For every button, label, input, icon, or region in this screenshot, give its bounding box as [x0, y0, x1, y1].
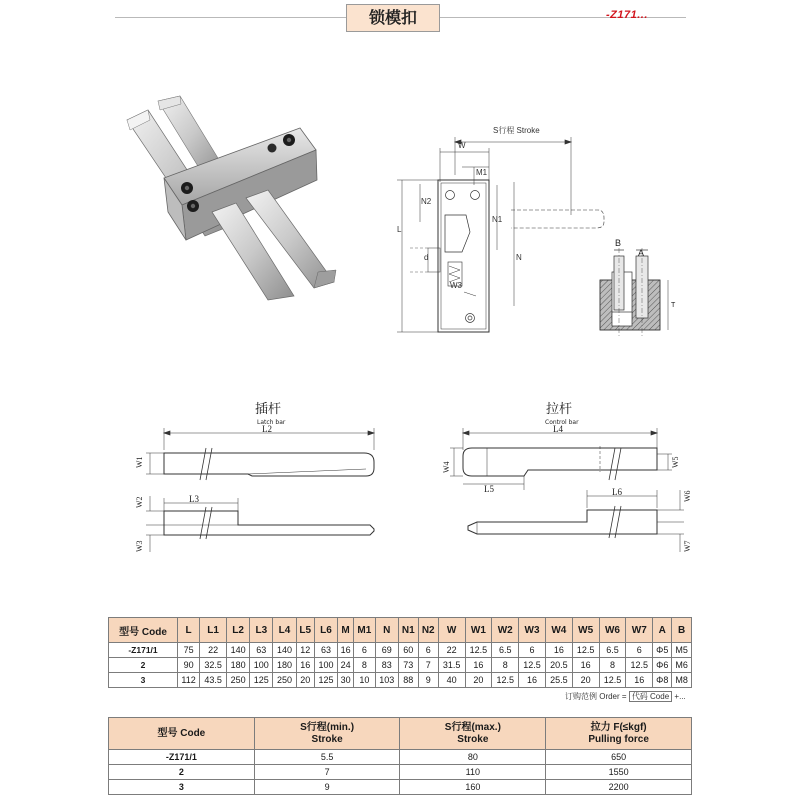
latch-bar-title-cn: 插杆: [255, 402, 282, 417]
table-cell: 43.5: [200, 673, 227, 688]
order-example-suffix: +...: [674, 692, 686, 701]
table-cell: 250: [227, 673, 250, 688]
table-cell: 63: [250, 643, 273, 658]
product-photo: [127, 96, 336, 300]
table-cell: 100: [250, 658, 273, 673]
table-cell: 22: [438, 643, 465, 658]
table-cell: M8: [672, 673, 692, 688]
table-cell: 100: [314, 658, 337, 673]
header-cell: W4: [545, 618, 572, 643]
table-cell: 650: [546, 750, 692, 765]
table-cell: 8: [599, 658, 626, 673]
table-cell: 125: [250, 673, 273, 688]
table-cell: 60: [398, 643, 418, 658]
table-cell: 12.5: [626, 658, 653, 673]
dim-n2-assembly: N2: [421, 197, 432, 206]
table-cell: 32.5: [200, 658, 227, 673]
header-cell-cn: 型号 Code: [157, 727, 206, 739]
header-cell: W: [438, 618, 465, 643]
header-cell: W1: [465, 618, 492, 643]
table-cell: 6.5: [599, 643, 626, 658]
header-cell: [400, 718, 546, 750]
header-cell: M1: [354, 618, 376, 643]
dim-b-section: B: [615, 238, 622, 248]
dim-n-assembly: N: [516, 253, 522, 262]
order-example-eq: =: [621, 692, 627, 701]
header-cell: L1: [200, 618, 227, 643]
table-cell: 5.5: [254, 750, 400, 765]
dim-d-assembly: d: [424, 253, 429, 262]
header-cell: L4: [273, 618, 296, 643]
header-cell: W6: [599, 618, 626, 643]
table-cell: 24: [338, 658, 354, 673]
control-bar-title-cn: 拉杆: [546, 402, 573, 417]
table-cell: 75: [178, 643, 200, 658]
table-cell: 9: [254, 780, 400, 795]
table-row: [109, 780, 692, 795]
table-cell: 90: [178, 658, 200, 673]
dim-t-section: T: [671, 302, 676, 309]
table-cell: 3: [109, 780, 255, 795]
table-cell: 7: [418, 658, 438, 673]
table-cell: 31.5: [438, 658, 465, 673]
latch-bar-title-en: Latch bar: [257, 419, 286, 426]
table-row: [109, 658, 692, 673]
table-cell: 140: [273, 643, 296, 658]
header-cell: B: [672, 618, 692, 643]
table-cell: 12.5: [492, 673, 519, 688]
table-cell: 25.5: [545, 673, 572, 688]
dim-w3-latch: W3: [135, 540, 144, 552]
table-cell: 9: [418, 673, 438, 688]
table-cell: 6: [626, 643, 653, 658]
table-cell: 125: [314, 673, 337, 688]
table-cell: 30: [338, 673, 354, 688]
table-cell: 63: [314, 643, 337, 658]
table-cell: 8: [492, 658, 519, 673]
dim-m1-assembly: M1: [476, 168, 488, 177]
table-cell: 1550: [546, 765, 692, 780]
control-bar-title-en: Control bar: [545, 419, 579, 426]
dim-w7-control: W7: [683, 540, 692, 552]
header-cell: [109, 718, 255, 750]
order-example-note: [565, 691, 686, 702]
table-cell: 16: [296, 658, 314, 673]
header-cell: W7: [626, 618, 653, 643]
header-cell: W5: [572, 618, 599, 643]
header-cell: A: [653, 618, 672, 643]
table-cell: 12.5: [465, 643, 492, 658]
table-cell: 16: [572, 658, 599, 673]
order-example-box: 代码 Code: [629, 691, 672, 702]
table-cell: 3: [109, 673, 178, 688]
product-code-label: -Z171...: [606, 9, 648, 21]
dimension-table-header: [109, 618, 692, 643]
table-cell: 250: [273, 673, 296, 688]
table-cell: Φ6: [653, 658, 672, 673]
stroke-force-table: [108, 717, 692, 795]
table-cell: 103: [375, 673, 398, 688]
table-cell: 20: [465, 673, 492, 688]
header-cell-en: Pulling force: [588, 733, 649, 745]
latch-bar-drawing: [146, 428, 374, 552]
header-cell-en: Stroke: [457, 733, 489, 745]
table-cell: 6: [354, 643, 376, 658]
header-cell-cn: 拉力 F(≤kgf): [590, 721, 647, 733]
table-cell: 16: [338, 643, 354, 658]
dim-l5-control: L5: [484, 484, 494, 494]
table-cell: -Z171/1: [109, 750, 255, 765]
dim-l2-latch: L2: [262, 424, 272, 434]
order-example-prefix: 订购范例 Order: [565, 692, 620, 701]
table-cell: 8: [354, 658, 376, 673]
table-cell: 16: [626, 673, 653, 688]
dim-w-assembly: W: [458, 141, 466, 150]
table-cell: 88: [398, 673, 418, 688]
dim-l6-control: L6: [612, 487, 622, 497]
table-cell: 16: [545, 643, 572, 658]
table-cell: 73: [398, 658, 418, 673]
table-cell: 2: [109, 765, 255, 780]
table-cell: 7: [254, 765, 400, 780]
table-cell: 20.5: [545, 658, 572, 673]
table-cell: Φ5: [653, 643, 672, 658]
table-cell: 12: [296, 643, 314, 658]
header-cell-cn: S行程(max.): [444, 721, 501, 733]
table-cell: M5: [672, 643, 692, 658]
header-cell: [546, 718, 692, 750]
dim-w5-control: W5: [671, 456, 680, 468]
header-cell-cn: S行程(min.): [300, 721, 355, 733]
dimension-table: [108, 617, 692, 688]
section-view: [600, 248, 668, 336]
header-cell-en: Stroke: [311, 733, 343, 745]
stroke-table-header: [109, 718, 692, 750]
table-cell: 16: [519, 673, 546, 688]
header-cell: N2: [418, 618, 438, 643]
table-cell: 20: [572, 673, 599, 688]
table-cell: 80: [400, 750, 546, 765]
table-cell: Φ8: [653, 673, 672, 688]
header-cell: 型号 Code: [109, 618, 178, 643]
header-cell: L: [178, 618, 200, 643]
header-cell: L2: [227, 618, 250, 643]
header-cell: W2: [492, 618, 519, 643]
dim-n1-assembly: N1: [492, 215, 503, 224]
table-cell: 20: [296, 673, 314, 688]
header-cell: N: [375, 618, 398, 643]
assembly-drawing: [397, 137, 604, 332]
header-cell: L3: [250, 618, 273, 643]
table-cell: 112: [178, 673, 200, 688]
header-cell: L5: [296, 618, 314, 643]
dim-w4-control: W4: [442, 461, 451, 473]
table-cell: 16: [465, 658, 492, 673]
table-cell: 140: [227, 643, 250, 658]
table-cell: 2: [109, 658, 178, 673]
table-row: [109, 750, 692, 765]
stroke-dimension-label: S行程 Stroke: [493, 126, 540, 135]
table-cell: M6: [672, 658, 692, 673]
header-cell: [254, 718, 400, 750]
table-cell: 6: [519, 643, 546, 658]
dim-w2-latch: W2: [135, 496, 144, 508]
table-row: [109, 643, 692, 658]
table-cell: 180: [227, 658, 250, 673]
table-cell: 69: [375, 643, 398, 658]
table-cell: 22: [200, 643, 227, 658]
table-cell: 12.5: [519, 658, 546, 673]
dim-w1-latch: W1: [135, 456, 144, 468]
dim-l4-control: L4: [553, 424, 563, 434]
table-row: [109, 673, 692, 688]
header-cell: N1: [398, 618, 418, 643]
table-cell: 12.5: [599, 673, 626, 688]
header-cell: M: [338, 618, 354, 643]
table-cell: -Z171/1: [109, 643, 178, 658]
table-cell: 6: [418, 643, 438, 658]
dim-w6-control: W6: [683, 490, 692, 502]
header-cell: W3: [519, 618, 546, 643]
dim-w3-assembly: W3: [450, 281, 462, 290]
page-title: 锁模扣: [346, 4, 440, 32]
table-cell: 180: [273, 658, 296, 673]
table-cell: 110: [400, 765, 546, 780]
table-cell: 10: [354, 673, 376, 688]
header-cell: L6: [314, 618, 337, 643]
dim-l-assembly: L: [397, 225, 402, 234]
table-cell: 160: [400, 780, 546, 795]
dim-l3-latch: L3: [189, 494, 199, 504]
table-cell: 83: [375, 658, 398, 673]
table-cell: 12.5: [572, 643, 599, 658]
table-cell: 40: [438, 673, 465, 688]
table-row: [109, 765, 692, 780]
table-cell: 2200: [546, 780, 692, 795]
table-cell: 6.5: [492, 643, 519, 658]
dim-a-section: A: [638, 248, 645, 258]
